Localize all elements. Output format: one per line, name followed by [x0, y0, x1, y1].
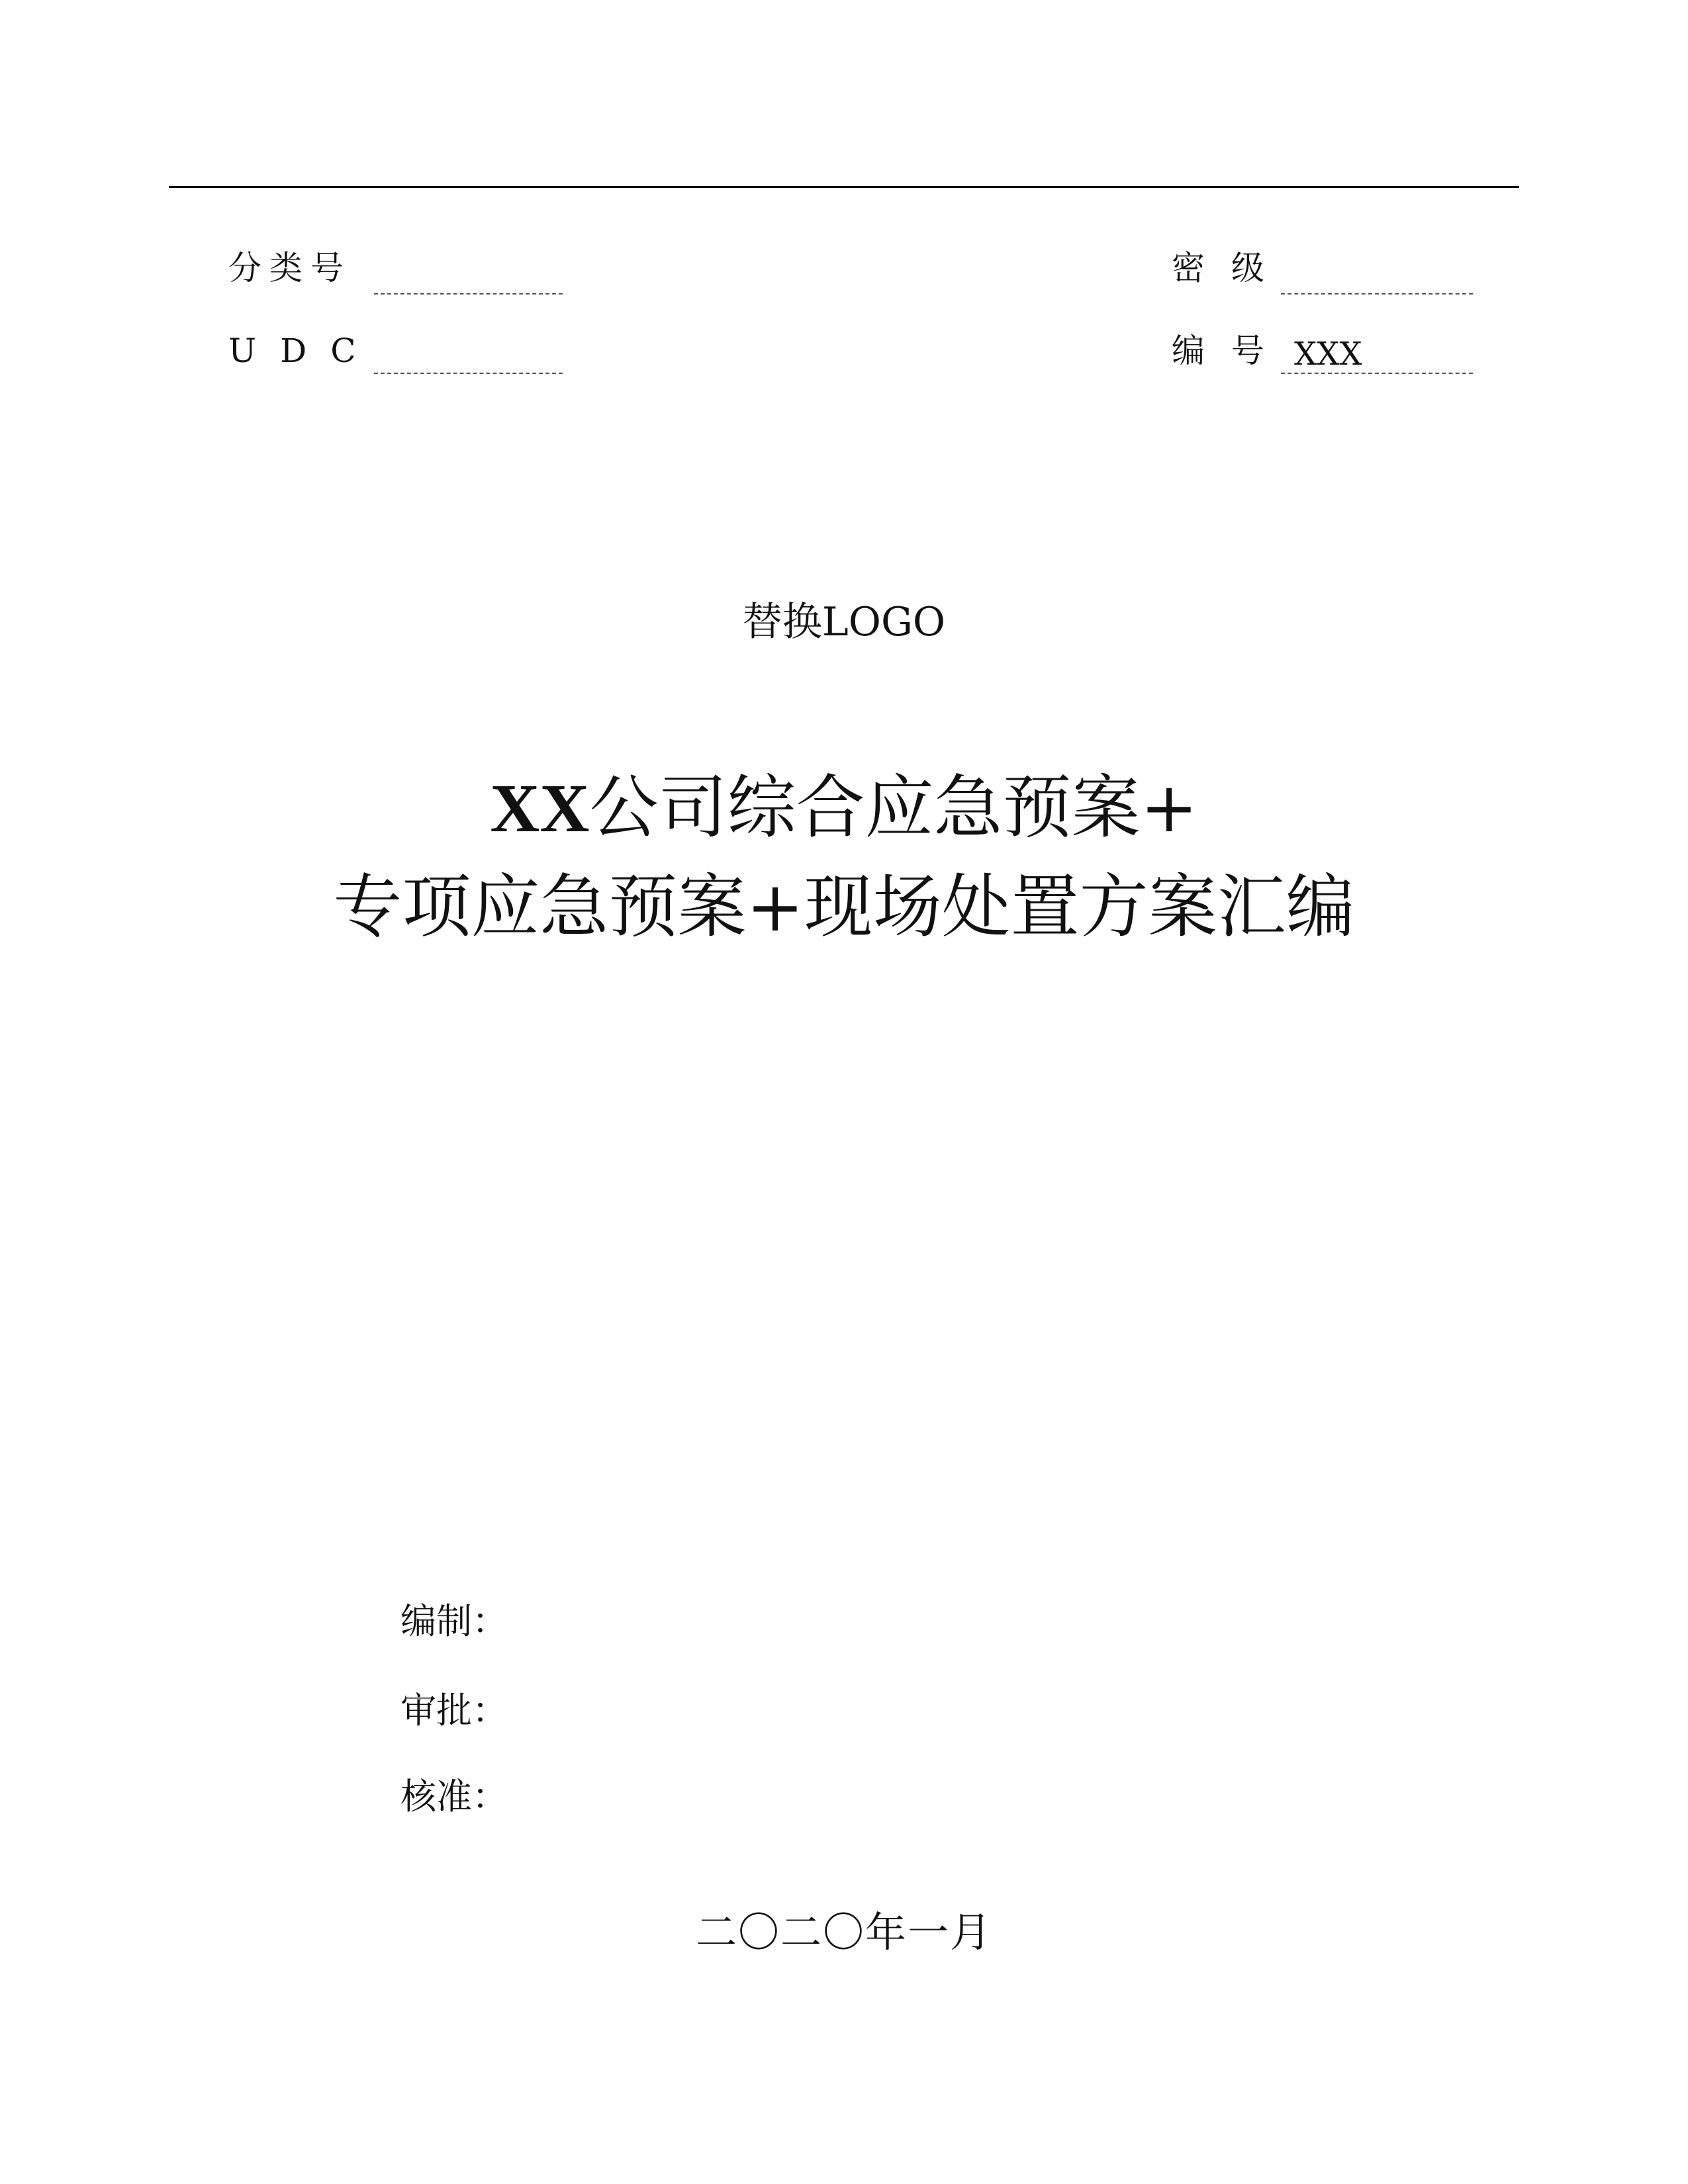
- document-title-line-2: 专项应急预案+现场处置方案汇编: [333, 866, 1355, 947]
- title-company-prefix: XX: [490, 770, 590, 846]
- document-title-line-1: [0, 764, 1688, 852]
- udc-field[interactable]: [374, 334, 563, 374]
- reviewed-by-label: 审批：: [400, 1690, 508, 1731]
- header-rule: [169, 186, 1519, 188]
- approved-by-label: 核准：: [400, 1776, 508, 1817]
- title-line-1-text: 公司综合应急预案+: [589, 767, 1198, 848]
- classification-field[interactable]: [374, 255, 563, 295]
- secret-level-label: 密 级: [1172, 249, 1272, 287]
- prepared-by-label: 编制：: [400, 1600, 508, 1642]
- logo-placeholder: 替换LOGO: [742, 599, 946, 645]
- classification-label: 分类号: [228, 249, 352, 287]
- document-number-field[interactable]: XXX: [1281, 334, 1473, 374]
- secret-level-field[interactable]: [1281, 255, 1473, 295]
- udc-label: UDC: [228, 332, 380, 370]
- document-number-label: 编 号: [1172, 332, 1272, 370]
- document-date: 二〇二〇年一月: [695, 1908, 992, 1956]
